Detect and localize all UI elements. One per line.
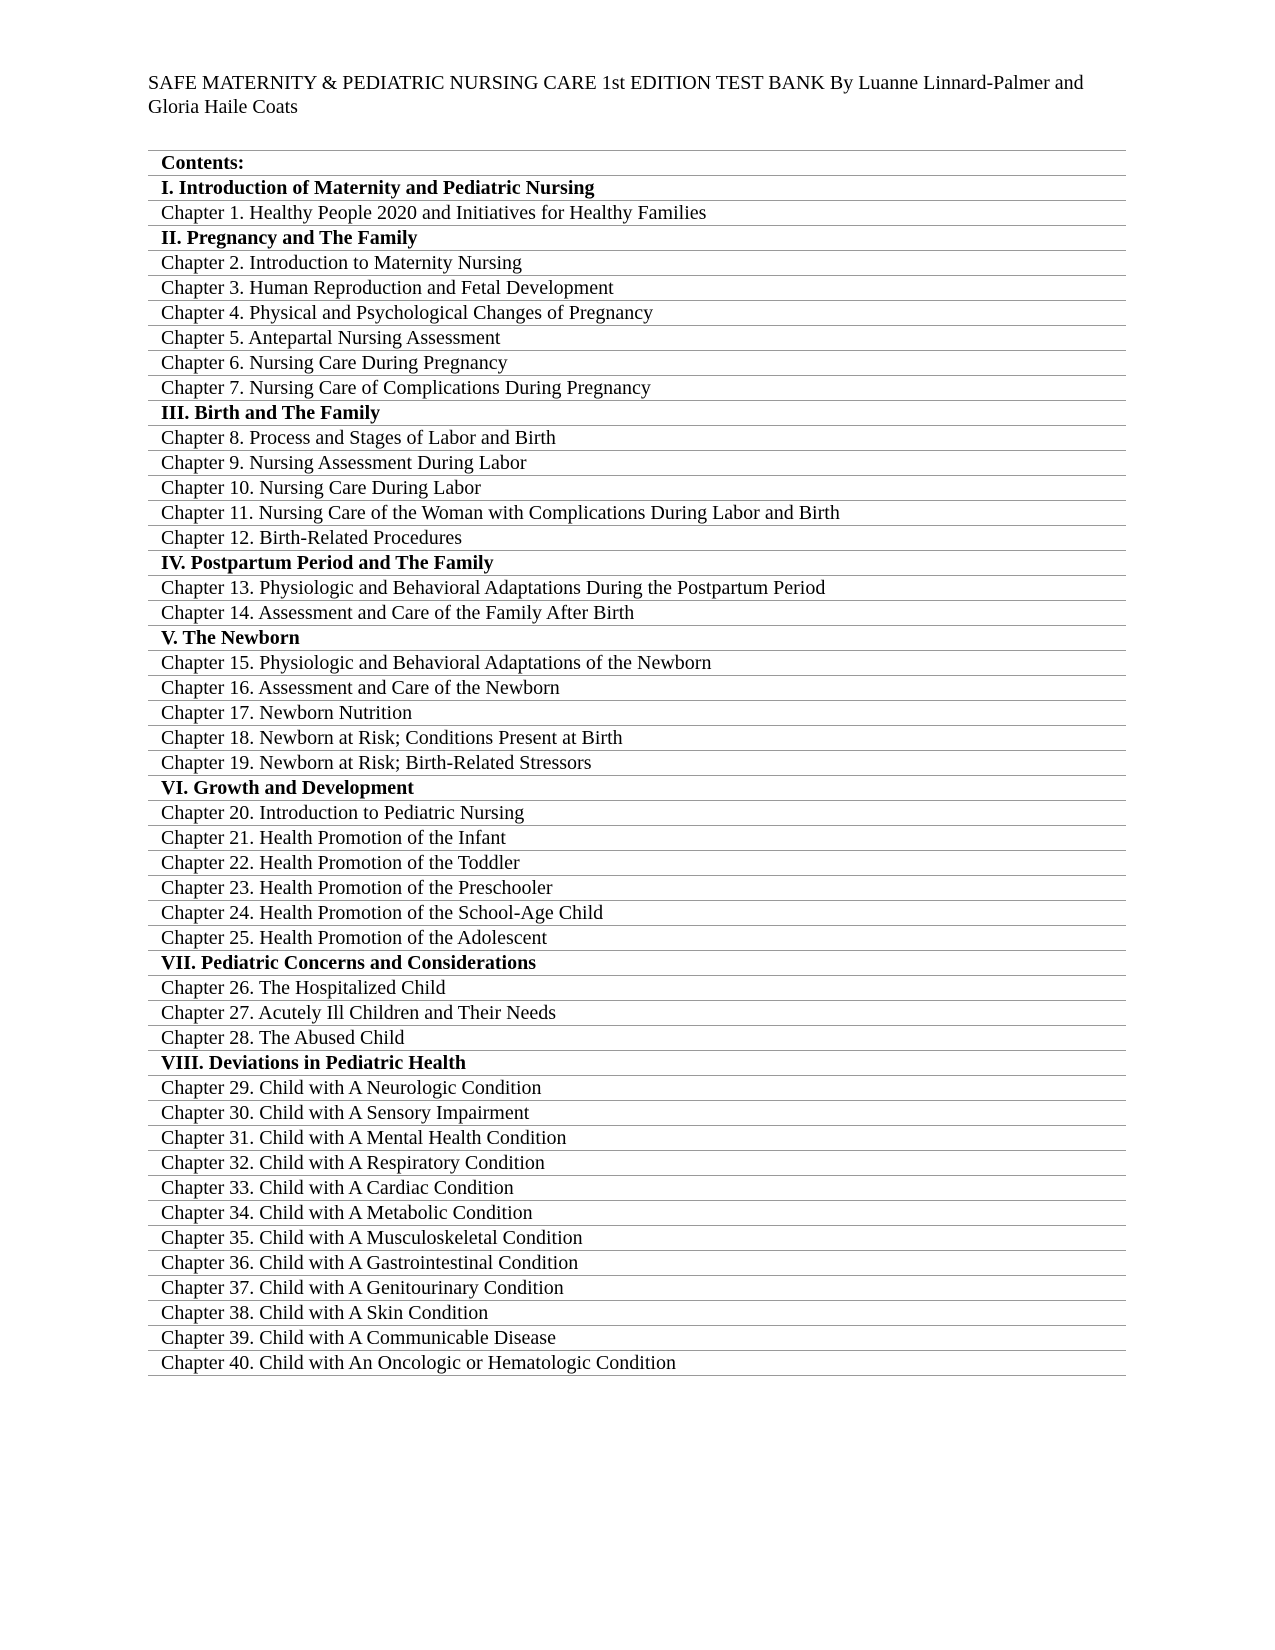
table-of-contents <box>148 150 1126 1376</box>
toc-chapter-entry: Chapter 14. Assessment and Care of the Family After Birth <box>148 601 1126 626</box>
toc-chapter-entry: Chapter 30. Child with A Sensory Impairment <box>148 1101 1126 1126</box>
toc-section-heading: Contents: <box>148 151 1126 176</box>
toc-section-heading: II. Pregnancy and The Family <box>148 226 1126 251</box>
toc-chapter-entry: Chapter 27. Acutely Ill Children and Their Needs <box>148 1001 1126 1026</box>
toc-chapter-entry: Chapter 21. Health Promotion of the Infant <box>148 826 1126 851</box>
toc-section-heading: IV. Postpartum Period and The Family <box>148 551 1126 576</box>
toc-section-heading: III. Birth and The Family <box>148 401 1126 426</box>
toc-chapter-entry: Chapter 34. Child with A Metabolic Condition <box>148 1201 1126 1226</box>
toc-section-heading: I. Introduction of Maternity and Pediatric Nursing <box>148 176 1126 201</box>
toc-chapter-entry: Chapter 39. Child with A Communicable Disease <box>148 1326 1126 1351</box>
toc-chapter-entry: Chapter 38. Child with A Skin Condition <box>148 1301 1126 1326</box>
toc-chapter-entry: Chapter 5. Antepartal Nursing Assessment <box>148 326 1126 351</box>
toc-chapter-entry: Chapter 7. Nursing Care of Complications During Pregnancy <box>148 376 1126 401</box>
toc-chapter-entry: Chapter 24. Health Promotion of the School-Age Child <box>148 901 1126 926</box>
toc-chapter-entry: Chapter 6. Nursing Care During Pregnancy <box>148 351 1126 376</box>
toc-chapter-entry: Chapter 15. Physiologic and Behavioral Adaptations of the Newborn <box>148 651 1126 676</box>
toc-chapter-entry: Chapter 2. Introduction to Maternity Nursing <box>148 251 1126 276</box>
toc-chapter-entry: Chapter 10. Nursing Care During Labor <box>148 476 1126 501</box>
toc-chapter-entry: Chapter 3. Human Reproduction and Fetal Development <box>148 276 1126 301</box>
toc-chapter-entry: Chapter 40. Child with An Oncologic or Hematologic Condition <box>148 1351 1126 1376</box>
toc-chapter-entry: Chapter 13. Physiologic and Behavioral Adaptations During the Postpartum Period <box>148 576 1126 601</box>
toc-chapter-entry: Chapter 26. The Hospitalized Child <box>148 976 1126 1001</box>
toc-chapter-entry: Chapter 9. Nursing Assessment During Labor <box>148 451 1126 476</box>
toc-chapter-entry: Chapter 28. The Abused Child <box>148 1026 1126 1051</box>
toc-chapter-entry: Chapter 19. Newborn at Risk; Birth-Related Stressors <box>148 751 1126 776</box>
toc-chapter-entry: Chapter 1. Healthy People 2020 and Initiatives for Healthy Families <box>148 201 1126 226</box>
toc-chapter-entry: Chapter 37. Child with A Genitourinary Condition <box>148 1276 1126 1301</box>
toc-section-heading: VIII. Deviations in Pediatric Health <box>148 1051 1126 1076</box>
toc-chapter-entry: Chapter 4. Physical and Psychological Changes of Pregnancy <box>148 301 1126 326</box>
toc-section-heading: VI. Growth and Development <box>148 776 1126 801</box>
toc-chapter-entry: Chapter 12. Birth-Related Procedures <box>148 526 1126 551</box>
toc-chapter-entry: Chapter 11. Nursing Care of the Woman with Complications During Labor and Birth <box>148 501 1126 526</box>
toc-chapter-entry: Chapter 25. Health Promotion of the Adolescent <box>148 926 1126 951</box>
toc-chapter-entry: Chapter 31. Child with A Mental Health Condition <box>148 1126 1126 1151</box>
toc-chapter-entry: Chapter 22. Health Promotion of the Toddler <box>148 851 1126 876</box>
toc-chapter-entry: Chapter 32. Child with A Respiratory Condition <box>148 1151 1126 1176</box>
document-title: SAFE MATERNITY & PEDIATRIC NURSING CARE 1st EDITION TEST BANK By Luanne Linnard-Palmer and Gloria Haile Coats <box>148 72 1084 118</box>
toc-chapter-entry: Chapter 29. Child with A Neurologic Condition <box>148 1076 1126 1101</box>
toc-chapter-entry: Chapter 8. Process and Stages of Labor and Birth <box>148 426 1126 451</box>
toc-chapter-entry: Chapter 36. Child with A Gastrointestinal Condition <box>148 1251 1126 1276</box>
toc-chapter-entry: Chapter 33. Child with A Cardiac Condition <box>148 1176 1126 1201</box>
toc-section-heading: V. The Newborn <box>148 626 1126 651</box>
toc-chapter-entry: Chapter 17. Newborn Nutrition <box>148 701 1126 726</box>
toc-section-heading: VII. Pediatric Concerns and Considerations <box>148 951 1126 976</box>
toc-chapter-entry: Chapter 23. Health Promotion of the Preschooler <box>148 876 1126 901</box>
toc-chapter-entry: Chapter 20. Introduction to Pediatric Nursing <box>148 801 1126 826</box>
toc-chapter-entry: Chapter 35. Child with A Musculoskeletal Condition <box>148 1226 1126 1251</box>
toc-chapter-entry: Chapter 18. Newborn at Risk; Conditions Present at Birth <box>148 726 1126 751</box>
toc-chapter-entry: Chapter 16. Assessment and Care of the Newborn <box>148 676 1126 701</box>
